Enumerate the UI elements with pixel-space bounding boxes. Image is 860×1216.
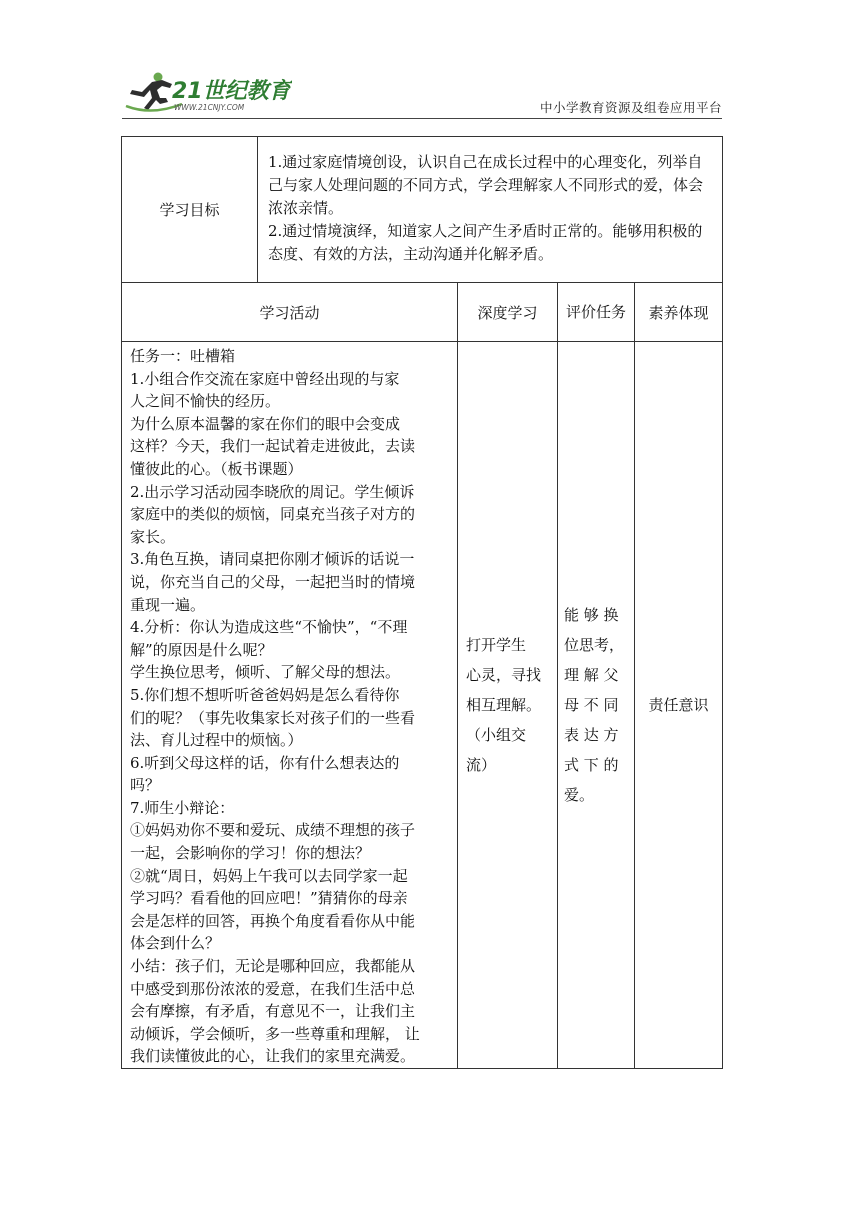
deep-learning-cell [458,342,558,1069]
goals-label: 学习目标 [122,137,258,283]
platform-name: 中小学教育资源及组卷应用平台 [539,100,722,115]
goals-row [122,137,723,283]
eval-line: 式 下 的 [564,756,619,774]
page-header [122,64,722,116]
col-header-activity: 学习活动 [122,283,458,342]
activity-line: 法、育儿过程中的烦恼。） [130,731,303,750]
activity-line: ①妈妈劝你不要和爱玩、成绩不理想的孩子 [130,821,416,840]
activity-line: 重现一遍。 [130,595,206,614]
col-header-deep: 深度学习 [458,283,558,342]
activity-line: 说，你充当自己的父母，一起把当时的情境 [130,572,416,591]
eval-line: 母 不 同 [564,696,619,714]
logo-text: 21世纪教育 [172,79,291,104]
activity-line: 体会到什么？ [130,934,221,953]
deep-line: 流） [466,756,497,774]
activity-line: 5.你们想不想听听爸爸妈妈是怎么看待你 [130,685,400,704]
activity-line: 我们读懂彼此的心，让我们的家里充满爱。 [130,1047,416,1066]
eval-line: 位思考， [564,636,625,654]
activity-line: 2.出示学习活动园李晓欣的周记。学生倾诉 [130,482,415,501]
activity-line: 1.小组合作交流在家庭中曾经出现的与家 [130,369,400,388]
logo-url: WWW.21CNJY.COM [174,103,245,112]
quality-cell: 责任意识 [635,342,723,1069]
activity-line: 懂彼此的心。（板书课题） [130,459,303,478]
goals-content [258,137,723,283]
activity-row [122,342,723,1069]
logo [122,68,292,116]
column-header-row [122,283,723,342]
lesson-plan-table [121,136,723,1069]
activity-line: ②就“周日，妈妈上午我可以去同学家一起 [130,866,408,885]
activity-line: 家庭中的类似的烦恼，同桌充当孩子对方的 [130,505,416,524]
col-header-quality: 素养体现 [635,283,723,342]
activity-line: 家长。 [130,527,176,546]
activity-line: 吗？ [130,776,161,795]
activity-line: 会是怎样的回答，再换个角度看看你从中能 [130,911,416,930]
goal-item: 1.通过家庭情境创设，认识自己在成长过程中的心理变化，列举自己与家人处理问题的不同方式，学会理解家人不同形式的爱，体会浓浓亲情。 [268,153,704,217]
activity-line: 小结：孩子们，无论是哪种回应，我都能从 [130,957,416,976]
activity-line: 中感受到那份浓浓的爱意，在我们生活中总 [130,979,416,998]
activity-line: 一起，会影响你的学习！你的想法？ [130,844,371,863]
evaluation-cell [558,342,635,1069]
eval-line: 理 解 父 [564,666,619,684]
deep-line: 相互理解。 [466,696,542,714]
activity-line: 这样？今天，我们一起试着走进彼此，去读 [130,437,416,456]
col-header-eval: 评价任务 [558,283,635,342]
activity-line: 6.听到父母这样的话，你有什么想表达的 [130,753,400,772]
header-divider [122,118,722,119]
goal-item: 2.通过情境演绎，知道家人之间产生矛盾时正常的。能够用积极的态度、有效的方法，主动沟通并化解矛盾。 [268,222,703,263]
activity-line: 学生换位思考，倾听、了解父母的想法。 [130,663,401,682]
activity-line: 任务一：吐槽箱 [130,347,236,365]
eval-line: 爱。 [564,786,595,804]
activity-line: 学习吗？看看他的回应吧！”猜猜你的母亲 [130,889,408,908]
activity-line: 会有摩擦，有矛盾，有意见不一，让我们主 [130,1002,416,1021]
deep-line: 心灵，寻找 [466,666,542,684]
activity-line: 人之间不愉快的经历。 [130,392,281,411]
activity-line: 解”的原因是什么呢？ [130,640,273,659]
logo-runner-icon [122,68,292,116]
activity-cell [122,342,458,1069]
activity-line: 为什么原本温馨的家在你们的眼中会变成 [130,414,401,433]
activity-line: 7.师生小辩论： [130,798,235,817]
activity-line: 动倾诉，学会倾听，多一些尊重和理解， 让 [130,1024,420,1043]
eval-line: 能 够 换 [564,606,619,624]
eval-line: 表 达 方 [564,726,619,744]
deep-line: （小组交 [466,726,527,744]
activity-line: 3.角色互换，请同桌把你刚才倾诉的话说一 [130,550,415,569]
activity-line: 4.分析：你认为造成这些“不愉快”，“不理 [130,618,408,637]
activity-line: 们的呢？（事先收集家长对孩子们的一些看 [130,708,416,727]
deep-line: 打开学生 [466,636,527,654]
